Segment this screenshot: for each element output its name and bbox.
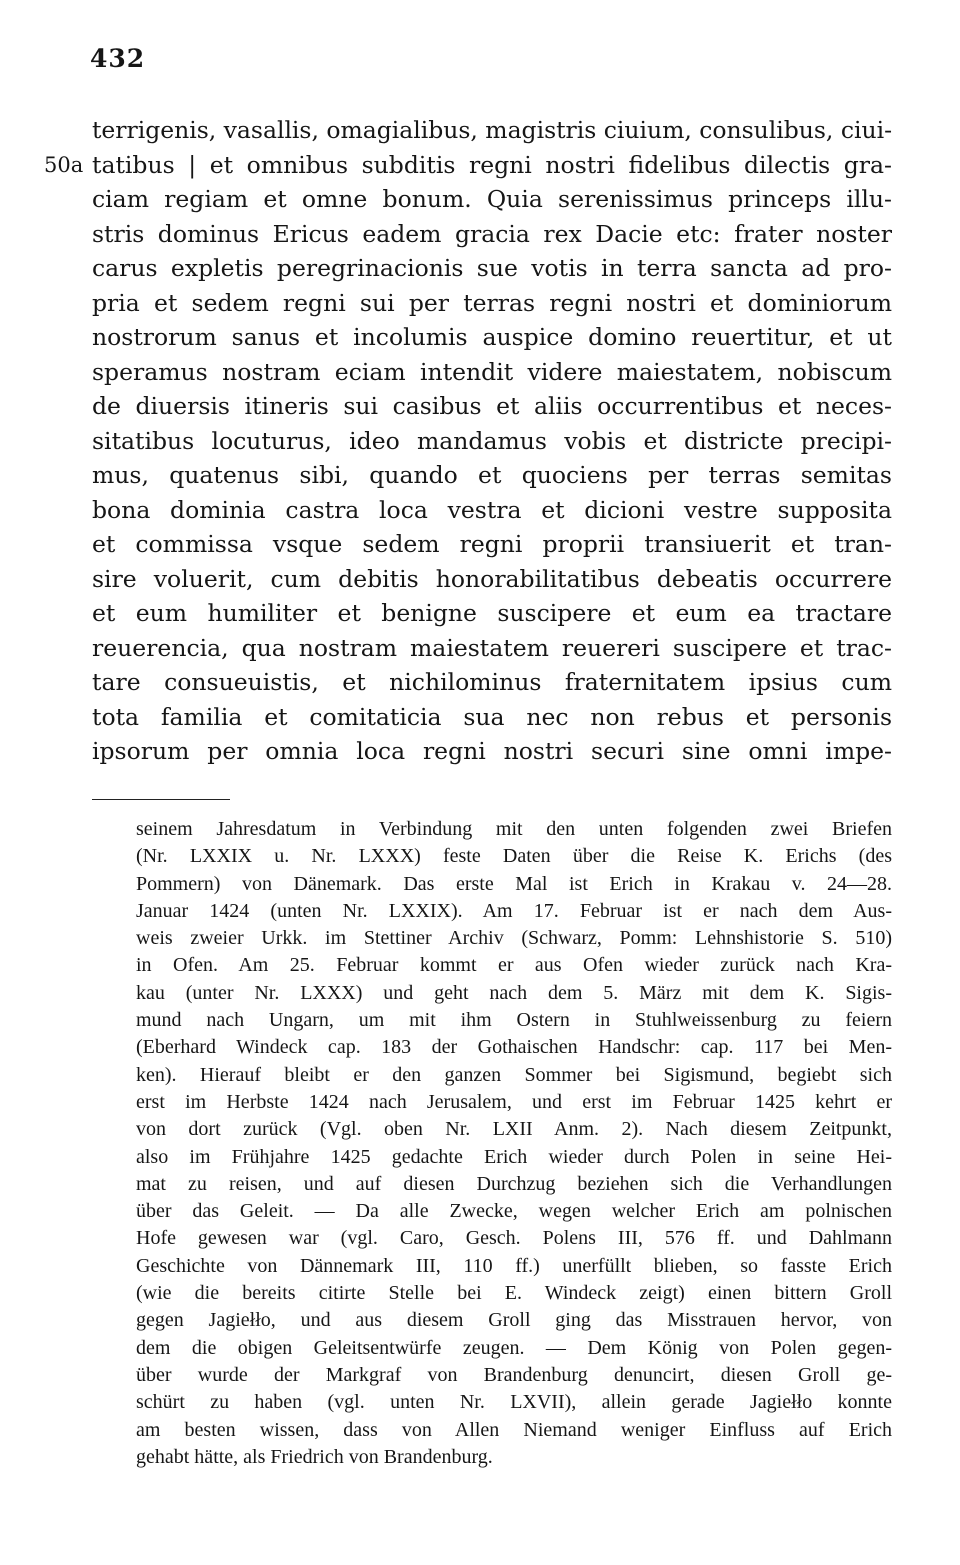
footnote-line: Hofe gewesen war (vgl. Caro, Gesch. Polens III, 576 ff. und Dahlmann (136, 1227, 892, 1250)
main-text-line: reuerencia, qua nostram maiestatem reuereri suscipere et trac- (92, 633, 892, 662)
main-text-line: et commissa vsque sedem regni proprii transiuerit et tran- (92, 530, 892, 558)
footnote-line: Geschichte von Dännemark III, 110 ff.) unerfüllt blieben, so fasste Erich (136, 1254, 892, 1277)
footnote-line: mat zu reisen, und auf diesen Durchzug beziehen sich die Verhandlungen (136, 1172, 892, 1195)
footnote-line: über wurde der Markgraf von Brandenburg denuncirt, diesen Groll ge- (136, 1363, 892, 1386)
main-text-line: tatibus | et omnibus subditis regni nostri fidelibus dilectis gra- (92, 150, 892, 179)
main-text-line: ipsorum per omnia loca regni nostri securi sine omni impe- (92, 737, 892, 765)
footnote-line: seinem Jahresdatum in Verbindung mit den unten folgenden zwei Briefen (136, 818, 892, 840)
footnote-line: dem die obigen Geleitsentwürfe zeugen. — Dem König von Polen gegen- (136, 1336, 892, 1359)
main-text-line: mus, quatenus sibi, quando et quociens per terras semitas (92, 461, 892, 489)
footnote-line: (Eberhard Windeck cap. 183 der Gothaischen Handschr: cap. 117 bei Men- (136, 1036, 892, 1059)
main-text-line: sitatibus locuturus, ideo mandamus vobis et districte precipi- (92, 426, 892, 455)
footnote-divider (92, 799, 230, 800)
footnote-line: mund nach Ungarn, um mit ihm Ostern in Stuhlweissenburg zu feiern (136, 1009, 892, 1032)
footnote-line: erst im Herbste 1424 nach Jerusalem, und erst im Februar 1425 kehrt er (136, 1090, 892, 1113)
footnote-line: (wie die bereits citirte Stelle bei E. Windeck zeigt) einen bittern Groll (136, 1282, 892, 1305)
main-text-block (92, 113, 892, 769)
main-text-line: tota familia et comitaticia sua nec non rebus et personis (92, 702, 892, 731)
main-text-line: tare consueuistis, et nichilominus fraternitatem ipsius cum (92, 668, 892, 696)
page-number: 432 (90, 44, 146, 73)
main-text-line: carus expletis peregrinacionis sue votis in terra sancta ad pro- (92, 254, 892, 282)
footnote-line: weis zweier Urkk. im Stettiner Archiv (Schwarz, Pomm: Lehnshistorie S. 510) (136, 927, 892, 950)
main-text-line: sire voluerit, cum debitis honorabilitatibus debeatis occurrere (92, 564, 892, 593)
footnote-line: am besten wissen, dass von Allen Niemand weniger Einfluss auf Erich (136, 1418, 892, 1441)
main-text-line: bona dominia castra loca vestra et dicioni vestre supposita (92, 495, 892, 524)
footnote-line: von dort zurück (Vgl. oben Nr. LXII Anm. 2). Nach diesem Zeitpunkt, (136, 1118, 892, 1141)
main-text-line: nostrorum sanus et incolumis auspice domino reuertitur, et ut (92, 323, 892, 351)
footnote-line: über das Geleit. — Da alle Zwecke, wegen welcher Erich am polnischen (136, 1200, 892, 1223)
footnote-line: Pommern) von Dänemark. Das erste Mal ist Erich in Krakau v. 24—28. (136, 872, 892, 895)
footnote-line: schürt zu haben (vgl. unten Nr. LXVII), allein gerade Jagiełło konnte (136, 1391, 892, 1414)
main-text-line: terrigenis, vasallis, omagialibus, magistris ciuium, consulibus, ciui- (92, 116, 892, 144)
main-text-line: ciam regiam et omne bonum. Quia serenissimus princeps illu- (92, 185, 892, 213)
main-text-line: et eum humiliter et benigne suscipere et eum ea tractare (92, 599, 892, 627)
footnote-line: gehabt hätte, als Friedrich von Brandenburg. (136, 1445, 493, 1468)
footnote-line: kau (unter Nr. LXXX) und geht nach dem 5. März mit dem K. Sigis- (136, 981, 892, 1004)
footnote-block (136, 816, 892, 1471)
main-text-line: pria et sedem regni sui per terras regni nostri et dominiorum (92, 288, 892, 317)
marginal-note: 50a (44, 153, 84, 177)
main-text-line: stris dominus Ericus eadem gracia rex Dacie etc: frater noster (92, 219, 892, 248)
footnote-line: Januar 1424 (unten Nr. LXXIX). Am 17. Februar ist er nach dem Aus- (136, 899, 892, 922)
footnote-line: in Ofen. Am 25. Februar kommt er aus Ofen wieder zurück nach Kra- (136, 954, 892, 977)
footnote-line: (Nr. LXXIX u. Nr. LXXX) feste Daten über die Reise K. Erichs (des (136, 845, 892, 868)
footnote-line: also im Frühjahre 1425 gedachte Erich wieder durch Polen in seine Hei- (136, 1145, 892, 1168)
main-text-line: speramus nostram eciam intendit videre maiestatem, nobiscum (92, 357, 892, 386)
footnote-line: ken). Hierauf bleibt er den ganzen Sommer bei Sigismund, begiebt sich (136, 1063, 892, 1086)
footnote-line: gegen Jagiełło, und aus diesem Groll ging das Misstrauen hervor, von (136, 1309, 892, 1332)
main-text-line: de diuersis itineris sui casibus et aliis occurrentibus et neces- (92, 392, 892, 420)
